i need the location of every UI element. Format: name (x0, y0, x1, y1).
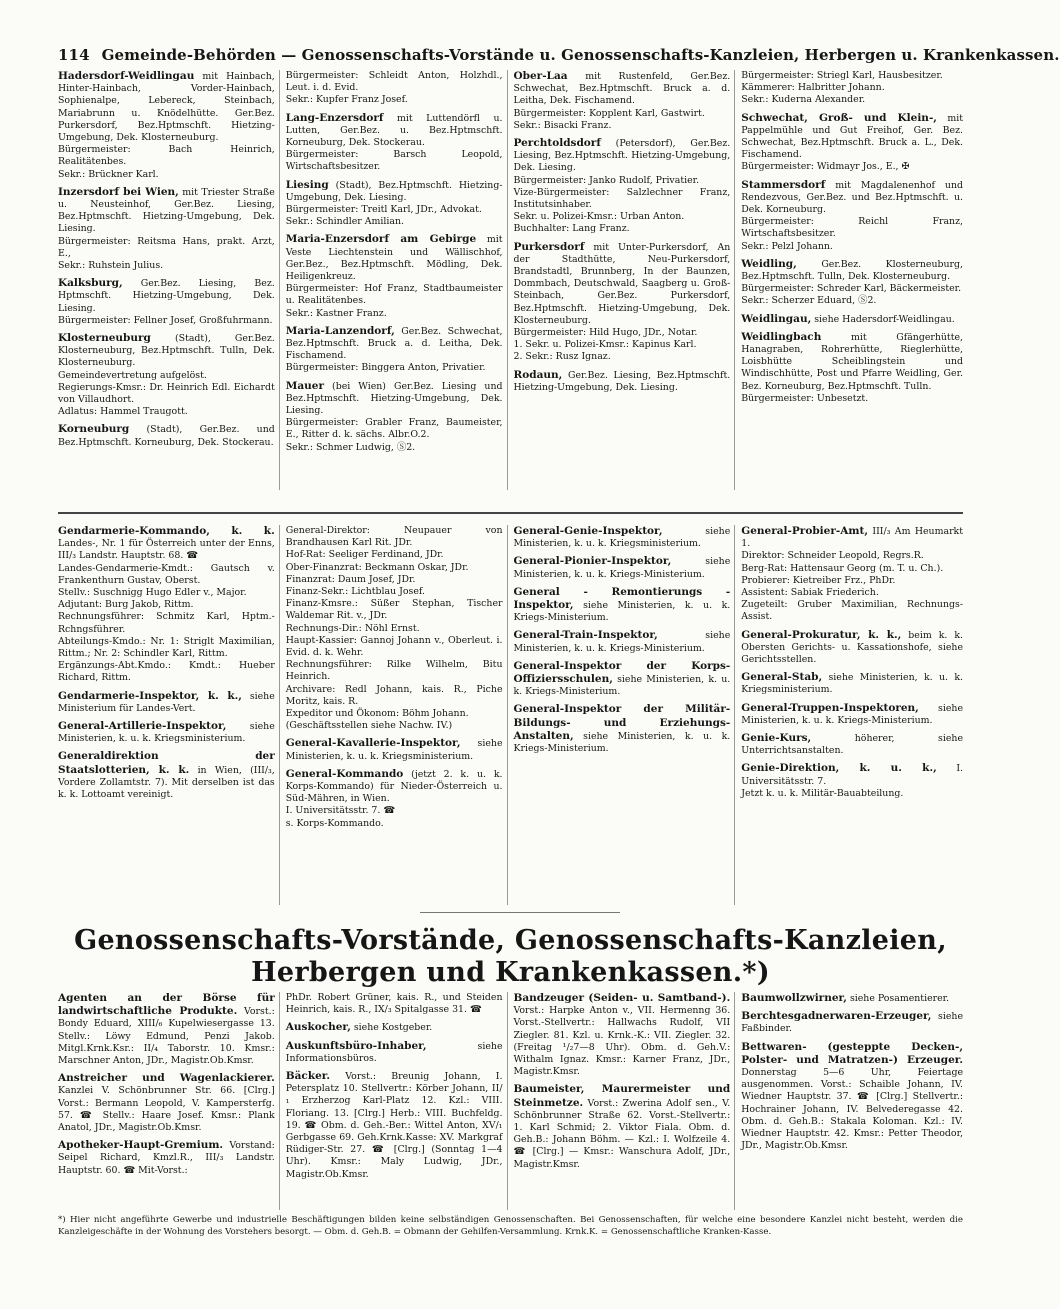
entry-line: Donnerstag 5—6 Uhr, Feiertage ausgenommen. Vorst.: Schaible Johann, IV. Wiedner Hauptstr. 37. ☎ [Clrg.] Stellvertr.: Hochrainer Johann, IV. Belvederegasse 42. Obm. d. Geh.B.: Stakala Koloman. Kzl.: IV. Wiedner Hauptstr. 42. Kmsr.: Petter Theodor, JDr., Magistr.Ob.Kmsr. (741, 1067, 963, 1152)
entry-line: Sekr.: Scherzer Eduard, Ⓢ2. (741, 295, 877, 307)
directory-entry (58, 70, 275, 181)
entry-heading: Maria-Lanzendorf, (285, 324, 395, 337)
entry-heading: Weidlingau, (741, 312, 812, 325)
entry-line: siehe Kostgeber. (353, 1022, 433, 1034)
entry-line: siehe Ministerien, k. u. k. Kriegs-Ministerium. (513, 730, 731, 755)
directory-entry (741, 313, 963, 326)
page-number: 114 (58, 46, 90, 64)
cooperatives-block (58, 992, 963, 1210)
entry-line: siehe Ministerien, k. u. k. Kriegs-Ministerium. (513, 630, 731, 654)
entry-heading: General-Genie-Inspektor, (513, 525, 663, 537)
entry-line: Sekr.: Pelzl Johann. (741, 240, 833, 252)
entry-line: höherer, siehe Unterrichtsanstalten. (741, 733, 964, 757)
directory-entry (514, 70, 731, 132)
entry-line: Sekr.: Schmer Ludwig, Ⓢ2. (285, 441, 416, 453)
entry-heading: Kalksburg, (58, 277, 123, 290)
directory-entry (741, 112, 963, 174)
entry-line: mit Gfängerhütte, Hanagraben, Rohrerhütte, Rieglerhütte, Loisbhütte Scheiblingstein und Windischhütte, Post und Pfarre Weidling, Ger. Bez. Korneuburg, Bez.Hptmschft. Tulln. (741, 331, 963, 392)
entry-heading: Genie-Direktion, k. u. k., (741, 762, 937, 775)
entry-line: Bürgermeister: Striegl Karl, Hausbesitzer. (741, 70, 943, 81)
entry-heading: Auskocher, (285, 1021, 351, 1034)
entry-line: Bürgermeister: Janko Rudolf, Privatier. (513, 174, 700, 186)
directory-entry (286, 992, 503, 1016)
entry-line: Expeditor und Ökonom: Böhm Johann. (285, 708, 469, 720)
entry-line: Bürgermeister: Fellner Josef, Großfuhrmann. (58, 314, 273, 326)
directory-entry (58, 525, 275, 685)
directory-entry (741, 258, 963, 308)
entry-line: Gemeindevertretung aufgelöst. (58, 369, 207, 381)
entry-line: Abteilungs-Kmdo.: Nr. 1: Striglt Maximilian, Rittm.; Nr. 2: Schindler Karl, Rittm. (58, 635, 275, 660)
entry-heading: Berchtesgadnerwaren-Erzeuger, (741, 1010, 932, 1023)
entry-line: (Stadt), Ger.Bez. Klosterneuburg, Bez.Hptmschft. Tulln, Dek. Klosterneuburg. (58, 333, 275, 369)
entry-heading: Agenten an der Börse für landwirtschaftliche Produkte. (58, 992, 275, 1018)
directory-entry (286, 325, 503, 375)
municipal-authorities-block (58, 70, 963, 490)
entry-line: Bürgermeister: Binggera Anton, Privatier. (285, 362, 486, 374)
entry-line: siehe Ministerium für Landes-Vert. (58, 690, 275, 714)
directory-entry (741, 1010, 963, 1035)
directory-entry (514, 586, 731, 625)
section-divider-top (58, 512, 963, 514)
directory-entry (741, 732, 963, 757)
entry-line: Sekr. u. Polizei-Kmsr.: Urban Anton. (513, 211, 685, 223)
entry-line: mit Magdalenenhof und Rendezvous, Ger.Bez. und Bez.Hptmschft. u. Dek. Korneuburg. (741, 179, 964, 216)
entry-heading: Gendarmerie-Kommando, k. k. (58, 525, 275, 537)
directory-entry (286, 1021, 503, 1034)
entry-line: Bürgermeister: Treitl Karl, JDr., Advokat. (285, 204, 482, 216)
entry-line: I. Universitätsstr. 7. (741, 763, 964, 787)
entry-line: Bürgermeister: Bach Heinrich, Realitätenbes. (58, 144, 275, 168)
entry-line: siehe Posamentierer. (849, 993, 950, 1004)
offices-block (58, 525, 963, 905)
directory-entry (514, 137, 731, 236)
directory-entry (514, 992, 731, 1078)
entry-heading: General-Inspektor der Militär-Bildungs- und Erziehungs-Anstalten, (513, 703, 731, 742)
entry-line: Vize-Bürgermeister: Salzlechner Franz, Institutsinhaber. (513, 186, 731, 211)
entry-heading: Weidlingbach (741, 330, 822, 343)
entry-line: (Geschäftsstellen siehe Nachw. IV.) (285, 720, 453, 732)
entry-line: Rechnungs-Dir.: Nöhl Ernst. (285, 622, 420, 634)
directory-entry (514, 555, 731, 580)
entry-heading: General-Artillerie-Inspektor, (58, 720, 227, 733)
entry-heading: Mauer (285, 379, 325, 392)
entry-line: Sekr.: Kastner Franz. (285, 307, 387, 319)
directory-entry (58, 423, 275, 448)
entry-line: Bürgermeister: Grabler Franz, Baumeister, E., Ritter d. k. sächs. Albr.O.2. (285, 417, 503, 441)
entry-line: siehe Ministerien, k. u. k. Kriegs-Ministerium. (513, 600, 731, 624)
entry-line: s. Korps-Kommando. (285, 817, 384, 829)
entry-heading: Lang-Enzersdorf (285, 111, 384, 124)
directory-entry (286, 1040, 503, 1065)
entry-heading: Klosterneuburg (58, 332, 151, 345)
entry-line: Vorst.: Harpke Anton v., VII. Hermenng 36. Vorst.-Stellvertr.: Hallwachs Rudolf, VII Ziegler. 81. Kzl. u. Krnk.-K.: VII. Ziegler. 32. (Freitag ¹/₂7—8 Uhr). Obm. d. Geh.V.: Withalm Ignaz. Kmsr.: Karner Franz, JDr., Magistr.Kmsr. (513, 1005, 731, 1078)
directory-entry (741, 702, 963, 727)
directory-entry (286, 70, 503, 107)
entry-heading: General-Train-Inspektor, (513, 629, 658, 642)
column-1 (58, 525, 280, 905)
entry-heading: Korneuburg (58, 423, 130, 436)
entry-line: Landes-Gendarmerie-Kmdt.: Gautsch v. Frankenthurn Gustav, Oberst. (58, 562, 275, 586)
entry-line: (Stadt), Bez.Hptmschft. Hietzing-Umgebung, Dek. Liesing. (285, 179, 503, 203)
directory-entry (741, 992, 963, 1005)
entry-line: mit Luttendörfl u. Lutten, Ger.Bez. u. Bez.Hptmschft. Korneuburg, Dek. Stockerau. (285, 112, 503, 149)
entry-line: Berg-Rat: Hattensaur Georg (m. T. u. Ch.). (741, 562, 944, 574)
entry-heading: Apotheker-Haupt-Gremium. (58, 1139, 224, 1152)
entry-line: Sekr.: Bisacki Franz. (513, 119, 612, 131)
entry-heading: Bäcker. (285, 1070, 331, 1083)
entry-line: mit Triester Straße u. Neusteinhof, Ger.Bez. Liesing, Bez.Hptmschft. Hietzing-Umgebung, Dek. Liesing. (58, 186, 275, 235)
entry-line: siehe Informationsbüros. (285, 1040, 503, 1064)
entry-heading: Stammersdorf (741, 178, 826, 191)
directory-entry (286, 380, 503, 454)
entry-heading: General-Inspektor der Korps-Offiziersschulen, (513, 659, 731, 686)
entry-line: Bürgermeister: Schreder Karl, Bäckermeister. (741, 283, 962, 295)
directory-entry (58, 277, 275, 327)
column-1 (58, 70, 280, 490)
directory-entry (58, 750, 275, 801)
entry-line: siehe Ministerien, k. u. k. Kriegsministerium. (513, 526, 731, 550)
entry-line: Hof-Rat: Seeliger Ferdinand, JDr. (285, 549, 444, 561)
entry-line: (Stadt), Ger.Bez. und Bez.Hptmschft. Korneuburg, Dek. Stockerau. (58, 424, 275, 448)
entry-line: Kämmerer: Halbritter Johann. (741, 82, 885, 94)
directory-entry (58, 1139, 275, 1177)
entry-heading: Baumeister, Maurermeister und Steinmetze. (513, 1083, 731, 1109)
entry-line: Bürgermeister: Reitsma Hans, prakt. Arzt, E., (58, 235, 275, 259)
entry-line: Kanzlei V. Schönbrunner Str. 66. [Clrg.] Vorst.: Bermann Leopold, V. Kampersterfg. 57. ☎ Stellv.: Haare Josef. Kmsr.: Plank Anatol, JDr., Magistr.Ob.Kmsr. (58, 1085, 275, 1134)
entry-line: Sekr.: Kupfer Franz Josef. (285, 94, 408, 106)
column-2 (286, 70, 508, 490)
column-4 (741, 992, 963, 1210)
entry-heading: Ober-Laa (513, 70, 568, 82)
entry-line: Buchhalter: Lang Franz. (513, 223, 630, 235)
directory-entry (741, 671, 963, 696)
entry-heading: Baumwollzwirner, (741, 992, 847, 1004)
entry-line: (Petersdorf), Ger.Bez. Liesing, Bez.Hptmschft. Hietzing-Umgebung, Dek. Liesing. (513, 138, 731, 174)
entry-line: Assistent: Sabiak Friederich. (741, 587, 879, 599)
entry-heading: Liesing (285, 178, 329, 191)
entry-heading: Rodaun, (513, 368, 563, 381)
directory-entry (286, 737, 503, 762)
directory-entry (286, 525, 503, 732)
entry-heading: Maria-Enzersdorf am Gebirge (285, 233, 477, 246)
column-2 (286, 525, 508, 905)
entry-line: Sekr.: Kuderna Alexander. (741, 94, 866, 106)
directory-entry (286, 768, 503, 830)
entry-line: Haupt-Kassier: Gannoj Johann v., Oberleut. i. Evid. d. k. Wehr. (285, 634, 503, 659)
entry-line: siehe Ministerien, k. u. k. Kriegs-Ministerium. (741, 702, 963, 726)
entry-heading: Gendarmerie-Inspektor, k. k., (58, 689, 242, 702)
entry-line: Sekr.: Schindler Amilian. (285, 216, 404, 228)
entry-line: Ger.Bez. Klosterneuburg, Bez.Hptmschft. Tulln, Dek. Klosterneuburg. (741, 258, 964, 283)
directory-entry (741, 525, 963, 624)
entry-heading: Bettwaren- (gesteppte Decken-, Polster- und Matratzen-) Erzeuger. (741, 1040, 963, 1066)
entry-line: Regierungs-Kmsr.: Dr. Heinrich Edl. Eichardt von Villaudhort. (58, 381, 275, 406)
entry-line: mit Rustenfeld, Ger.Bez. Schwechat, Bez.Hptmschft. Bruck a. d. Leitha, Dek. Fischamend. (513, 71, 731, 107)
entry-line: Sekr.: Brückner Karl. (58, 168, 159, 180)
entry-line: Vorst.: Bondy Eduard, XIII/₆ Kupelwiesergasse 13. Stellv.: Löwy Edmund, Penzi Jakob. Mitgl.Krnk.Ksr.: II/₄ Taborstr. 10. Kmsr.: Marschner Anton, JDr., Magistr.Ob.Kmsr. (58, 1006, 275, 1067)
directory-entry (741, 70, 963, 107)
entry-line: 1. Sekr. u. Polizei-Kmsr.: Kapinus Karl. (513, 339, 697, 351)
entry-line: Vorstand: Seipel Richard, Kmzl.R., III/₃ Landstr. Hauptstr. 60. ☎ Mit-Vorst.: (58, 1140, 275, 1176)
entry-line: I. Universitätsstr. 7. ☎ (285, 805, 396, 817)
entry-line: Vorst.: Zwerina Adolf sen., V. Schönbrunner Straße 62. Vorst.-Stellvertr.: 1. Karl Schmid; 2. Viktor Fiala. Obm. d. Geh.B.: Johann Böhm. — Kzl.: I. Wolfzeile 4. ☎ [Clrg.] — Kmsr.: Wanschura Adolf, JDr., Magistr.Kmsr. (513, 1097, 731, 1170)
directory-entry (514, 703, 731, 755)
entry-line: Adjutant: Burg Jakob, Rittm. (58, 599, 194, 611)
entry-heading: General-Kommando (285, 767, 404, 780)
entry-line: Ger.Bez. Liesing, Bez. Hptmschft. Hietzing-Umgebung, Dek. Liesing. (58, 278, 275, 314)
entry-heading: Schwechat, Groß- und Klein-, (741, 111, 937, 124)
entry-line: Finanzrat: Daum Josef, JDr. (285, 573, 416, 585)
entry-line: mit Hainbach, Hinter-Hainbach, Vorder-Hainbach, Sophienalpe, Lebereck, Steinbach, Mariabrunn u. Knödelhütte. Ger.Bez. Purkersdorf, Bez.Hptmschft. Hietzing-Umgebung, Dek. Klosterneuburg. (58, 71, 275, 144)
entry-heading: Perchtoldsdorf (513, 137, 601, 150)
entry-heading: Genie-Kurs, (741, 732, 812, 745)
column-3 (514, 525, 736, 905)
directory-entry (286, 1070, 503, 1181)
entry-line: 2. Sekr.: Rusz Ignaz. (513, 351, 611, 363)
directory-entry (741, 1041, 963, 1153)
entry-line: Ober-Finanzrat: Beckmann Oskar, JDr. (285, 561, 469, 573)
entry-line: mit Pappelmühle und Gut Freihof, Ger. Bez. Schwechat, Bez.Hptmschft. Bruck a. L., Dek. Fischamend. (741, 112, 964, 161)
running-title: Gemeinde-Behörden — Genossenschafts-Vorstände u. Genossenschafts-Kanzleien, Herbergen u. Krankenkassen. (101, 46, 1060, 64)
entry-line: Finanz-Kmsre.: Süßer Stephan, Tischer Waldemar Rit. v., JDr. (285, 598, 503, 622)
entry-heading: Anstreicher und Wagenlackierer. (58, 1072, 275, 1085)
entry-line: Stellv.: Suschnigg Hugo Edler v., Major. (58, 587, 247, 599)
entry-line: Zugeteilt: Gruber Maximilian, Rechnungs-Assist. (741, 599, 963, 623)
entry-line: mit Unter-Purkersdorf, An der Stadthütte, Neu-Purkersdorf, Brandstadtl, Brunnberg, In der Baunzen, Dommbach, Deutschwald, Saagberg u. Groß-Steinbach, Ger.Bez. Purkersdorf, Bez.Hptmschft. Hietzing-Umgebung, Dek. Klosterneuburg. (513, 241, 731, 326)
entry-line: siehe Ministerien, k. u. k. Kriegsministerium. (741, 672, 963, 696)
entry-heading: General-Truppen-Inspektoren, (741, 701, 919, 714)
directory-entry (58, 332, 275, 418)
directory-entry (741, 331, 963, 405)
directory-entry (514, 241, 731, 364)
entry-heading: General-Pionier-Inspektor, (513, 555, 672, 568)
entry-line: Bürgermeister: Barsch Leopold, Wirtschaftsbesitzer. (285, 149, 503, 173)
entry-line: siehe Ministerien, k. u. k. Kriegsministerium. (285, 738, 503, 762)
entry-line: Vorst.: Breunig Johann, I. Petersplatz 10. Stellvertr.: Körber Johann, II/₁ Erzherzog Karl-Platz 12. Kzl.: VIII. Floriang. 13. [Clrg.] Herb.: VIII. Buchfeldg. 19. ☎ Obm. d. Geh.-Ber.: Wittel Anton, XV/₁ Gerbgasse 69. Geh.Krnk.Kasse: XV. Markgraf Rüdiger-Str. 27. ☎ [Clrg.] (Sonntag 1—4 Uhr). Kmsr.: Maly Ludwig, JDr., Magistr.Ob.Kmsr. (285, 1071, 503, 1180)
entry-line: Finanz-Sekr.: Lichtblau Josef. (285, 586, 426, 598)
directory-entry (58, 186, 275, 272)
entry-line: Landes-, Nr. 1 für Österreich unter der Enns, III/₃ Landstr. Hauptstr. 68. ☎ (58, 538, 275, 562)
page-header (58, 46, 1060, 64)
entry-heading: General - Remontierungs - Inspektor, (513, 585, 731, 612)
directory-entry (58, 1072, 275, 1134)
entry-line: Bürgermeister: Unbesetzt. (741, 392, 869, 404)
entry-heading: General-Stab, (741, 671, 823, 684)
directory-entry (58, 992, 275, 1067)
entry-line: Adlatus: Hammel Traugott. (58, 406, 188, 418)
entry-line: Bürgermeister: Hof Franz, Stadtbaumeister u. Realitätenbes. (285, 283, 503, 307)
directory-entry (286, 233, 503, 319)
entry-heading: Auskunftsbüro-Inhaber, (285, 1039, 427, 1052)
entry-line: Rechnungsführer: Rilke Wilhelm, Bitu Heinrich. (285, 659, 503, 683)
entry-line: III/₃ Am Heumarkt 1. (741, 526, 963, 550)
column-4 (741, 525, 963, 905)
directory-entry (514, 369, 731, 394)
directory-entry (741, 762, 963, 800)
directory-entry (286, 112, 503, 174)
entry-heading: Weidling, (741, 257, 797, 270)
column-4 (741, 70, 963, 490)
entry-line: General-Direktor: Neupauer von Brandhausen Karl Rit. JDr. (285, 525, 503, 549)
entry-line: PhDr. Robert Grüner, kais. R., und Steiden Heinrich, kais. R., IX/₃ Spitalgasse 31. ☎ (285, 992, 503, 1016)
entry-heading: Bandzeuger (Seiden- u. Samtband-). (513, 992, 731, 1004)
entry-line: Bürgermeister: Schleidt Anton, Holzhdl., Leut. i. d. Evid. (285, 70, 503, 94)
entry-line: siehe Faßbinder. (741, 1011, 963, 1035)
column-1 (58, 992, 280, 1210)
entry-line: mit Veste Liechtenstein und Wällischhof, Ger.Bez., Bez.Hptmschft. Mödling, Dek. Heiligenkreuz. (285, 234, 503, 283)
entry-heading: Inzersdorf bei Wien, (58, 185, 179, 198)
entry-heading: Purkersdorf (513, 240, 585, 253)
footnote: *) Hier nicht angeführte Gewerbe und industrielle Beschäftigungen bilden keine selbständigen Genossenschaften. Bei Genossenschaften, für welche eine besondere Kanzlei nicht besteht, werden die Kanzleigeschäfte in der Wohnung des Vorstehers besorgt. — Obm. d. Geh.B. = Obmann der Gehilfen-Versammlung. Krnk.K. = Genossenschaftliche Kranken-Kasse. (58, 1215, 963, 1237)
column-3 (514, 70, 736, 490)
entry-line: Bürgermeister: Widmayr Jos., E., ✠ (741, 161, 910, 173)
entry-line: siehe Hadersdorf-Weidlingau. (814, 313, 955, 325)
entry-line: Bürgermeister: Kopplent Karl, Gastwirt. (513, 107, 705, 119)
entry-line: beim k. k. Obersten Gerichts- u. Kassationshofe, siehe Gerichtsstellen. (741, 629, 963, 666)
entry-line: (bei Wien) Ger.Bez. Liesing und Bez.Hptmschft. Hietzing-Umgebung, Dek. Liesing. (285, 380, 503, 417)
entry-line: Rechnungsführer: Schmitz Karl, Hptm.-Rchngsführer. (58, 611, 275, 635)
directory-entry (514, 629, 731, 654)
entry-line: Archivare: Redl Johann, kais. R., Piche Moritz, kais. R. (285, 683, 503, 707)
entry-line: Bürgermeister: Hild Hugo, JDr., Notar. (513, 327, 698, 339)
directory-entry (514, 660, 731, 699)
entry-line: Bürgermeister: Reichl Franz, Wirtschaftsbesitzer. (741, 216, 963, 240)
section-divider-mid (420, 912, 620, 913)
entry-line: in Wien, (III/₃, Vordere Zollamtstr. 7). Mit derselben ist das k. k. Lottoamt vereinigt. (58, 764, 275, 801)
entry-line: Sekr.: Ruhstein Julius. (58, 260, 164, 272)
directory-entry (514, 1083, 731, 1170)
directory-entry (58, 690, 275, 715)
entry-line: siehe Ministerien, k. u. k. Kriegs-Ministerium. (513, 556, 731, 580)
entry-heading: General-Prokuratur, k. k., (741, 628, 902, 641)
directory-entry (741, 629, 963, 667)
entry-heading: General-Kavallerie-Inspektor, (285, 737, 461, 750)
entry-line: Ger.Bez. Schwechat, Bez.Hptmschft. Bruck a. d. Leitha, Dek. Fischamend. (285, 325, 503, 362)
directory-entry (741, 179, 963, 253)
entry-heading: General-Probier-Amt, (741, 525, 868, 537)
column-3 (514, 992, 736, 1210)
section-title: Genossenschafts-Vorstände, Genossenschafts-Kanzleien, Herbergen und Krankenkassen.*) (74, 925, 947, 988)
directory-entry (514, 525, 731, 550)
column-2 (286, 992, 508, 1210)
directory-entry (286, 179, 503, 229)
entry-line: (jetzt 2. k. u. k. Korps-Kommando) für Nieder-Österreich u. Süd-Mähren, in Wien. (285, 768, 503, 805)
entry-heading: Hadersdorf-Weidlingau (58, 70, 195, 82)
entry-line: Ger.Bez. Liesing, Bez.Hptmschft. Hietzing-Umgebung, Dek. Liesing. (513, 369, 731, 393)
entry-line: siehe Ministerien, k. u. k. Kriegs-Ministerium. (513, 674, 731, 698)
entry-line: Probierer: Kietreiber Frz., PhDr. (741, 574, 896, 586)
directory-entry (58, 720, 275, 745)
entry-line: Ergänzungs-Abt.Kmdo.: Kmdt.: Hueber Richard, Rittm. (58, 660, 275, 684)
entry-line: Direktor: Schneider Leopold, Regrs.R. (741, 550, 924, 562)
entry-line: siehe Ministerien, k. u. k. Kriegsministerium. (58, 721, 275, 745)
entry-line: Jetzt k. u. k. Militär-Bauabteilung. (741, 787, 904, 799)
entry-heading: Generaldirektion der Staatslotterien, k. k. (58, 750, 275, 776)
